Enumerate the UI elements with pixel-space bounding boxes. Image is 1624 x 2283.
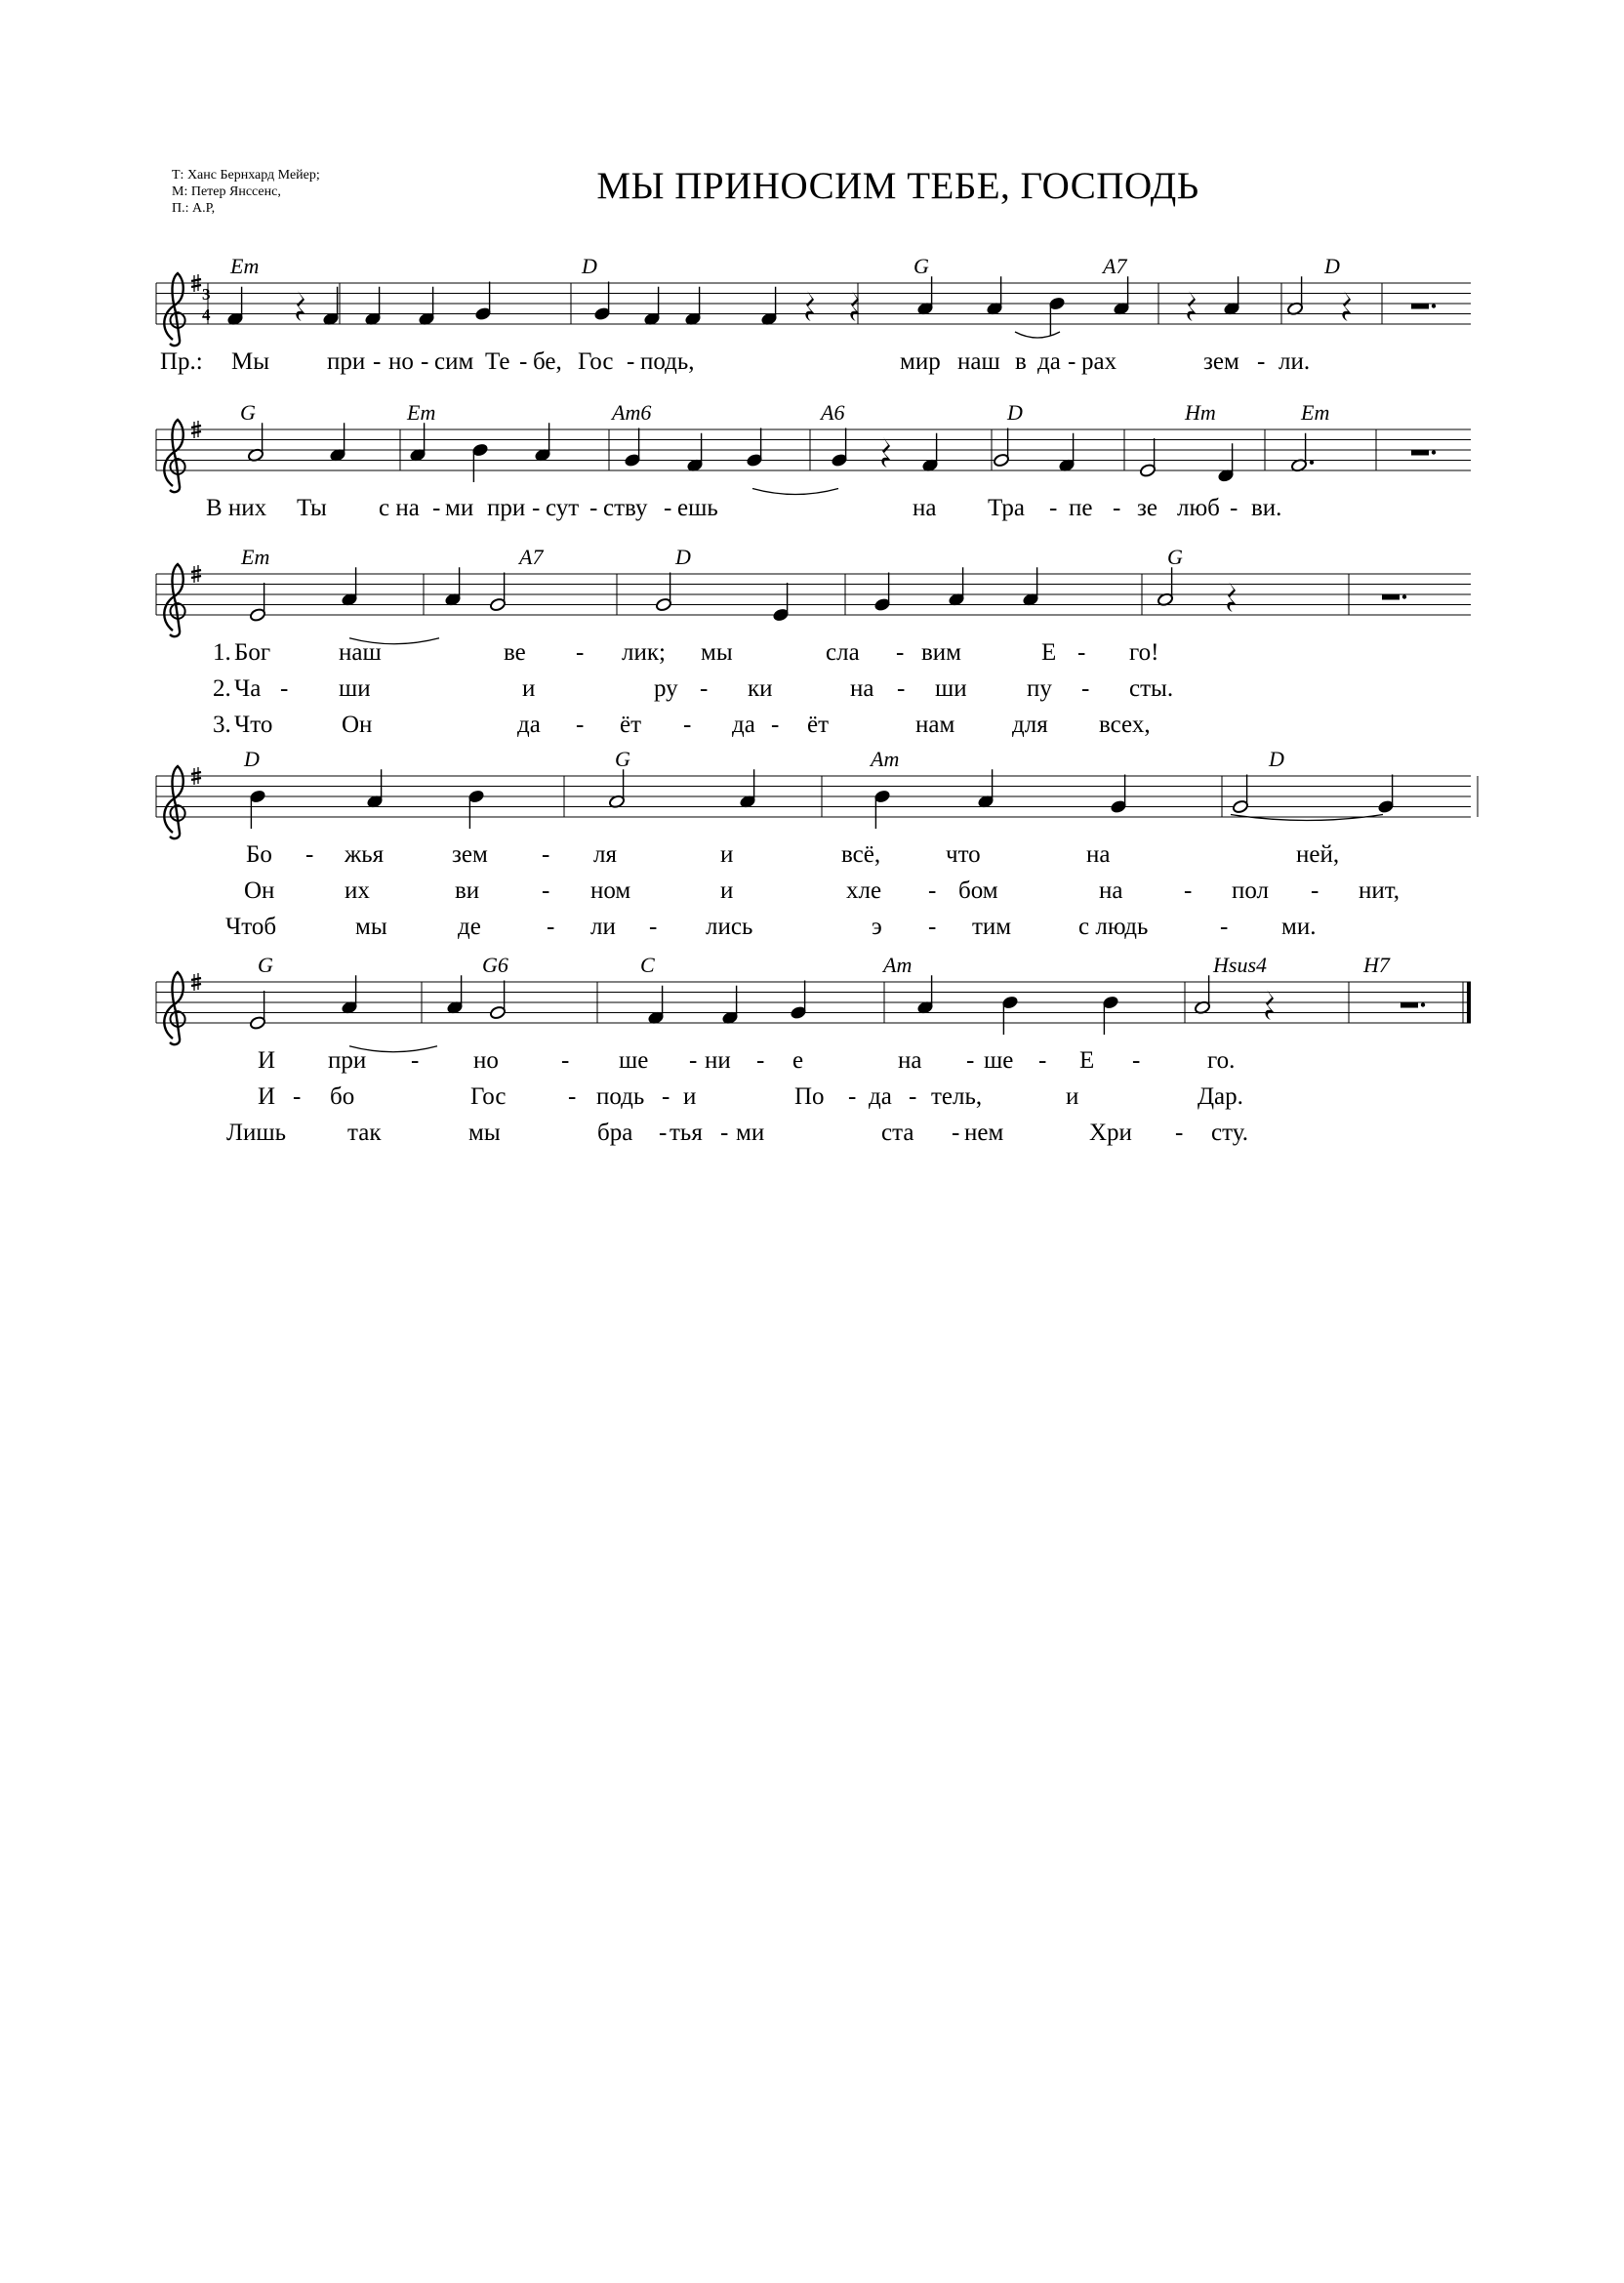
lyric-syllable: - [756,1047,765,1074]
lyric-syllable: ви [455,877,480,904]
lyric-syllable: - [280,675,289,702]
lyric-syllable: ше [984,1047,1014,1074]
lyric-syllable: - [421,348,429,375]
lyric-syllable: ши [339,675,371,702]
lyric-syllable: - [662,1083,670,1110]
note [444,567,461,606]
lyric-syllable: ёт [807,712,830,738]
lyric-syllable: в [1015,348,1027,375]
lyric-syllable: тья [670,1120,703,1146]
lyric-syllable: вим [921,639,962,666]
lyric-syllable: - [576,639,585,666]
note [986,276,1002,315]
lyric-syllable: ми [445,495,474,521]
lyric-syllable: но [473,1047,499,1074]
lyric-syllable: - [700,675,709,702]
chord-symbol: Am [871,747,900,771]
lyric-syllable: - [649,914,658,940]
lyric-syllable: жья [345,841,385,868]
lyric-syllable: хле [846,877,882,904]
lyric-syllable: - [928,877,937,904]
lyric-syllable: рах [1081,348,1117,375]
chord-symbol: Hsus4 [1213,953,1268,977]
lyric-syllable: ству [603,495,648,521]
lyric-syllable: сут [546,495,580,521]
lyric-syllable: Гос [470,1083,507,1110]
note [1232,775,1248,814]
chord-symbol: D [244,747,260,771]
lyric-syllable: - [547,914,555,940]
lyric-syllable: Бог [234,639,271,666]
rest-dot [1432,304,1436,307]
lyric-syllable: Те [485,348,510,375]
note [739,769,755,808]
treble-clef-icon [164,420,184,492]
lyric-syllable: бом [958,877,998,904]
credit-music: М: Петер Янссенс, [172,184,281,199]
lyric-syllable: - [305,841,314,868]
credit-arrangement: П.: А.Р, [172,201,216,216]
lyric-syllable: и [720,841,734,868]
lyric-syllable: на [913,495,937,521]
lyric-syllable: 3. [213,712,231,738]
song-title: МЫ ПРИНОСИМ ТЕБЕ, ГОСПОДЬ [596,165,1199,207]
quarter-rest [805,291,815,321]
lyric-syllable: да [517,712,541,738]
lyric-syllable: - [561,1047,570,1074]
lyric-syllable: Ты [297,495,327,521]
note [686,433,703,472]
lyric-syllable: пе [1069,495,1093,521]
note [721,986,738,1025]
note [608,769,625,808]
note [1217,443,1234,482]
lyric-syllable: да [732,712,755,738]
half-rest [1411,450,1429,456]
lyric-syllable: Бо [246,841,272,868]
note [772,583,789,622]
lyric-syllable: ми [736,1120,765,1146]
lyric-syllable: наш [339,639,382,666]
rest-dot [1421,1002,1425,1006]
note [418,287,434,326]
chord-symbol: G [1167,545,1183,569]
lyric-syllable: при [327,348,366,375]
lyric-syllable: И [258,1047,276,1074]
credit-text: Т: Ханс Бернхард Мейер; [172,168,320,183]
chord-symbol: D [1007,400,1023,425]
lyric-syllable: Ча [234,675,262,702]
lyric-syllable: мы [468,1120,501,1146]
lyric-syllable: ном [590,877,631,904]
lyric-syllable: ста [881,1120,914,1146]
lyric-syllable: - [576,712,585,738]
lyric-syllable: - [1049,495,1058,521]
lyric-syllable: но [388,348,414,375]
chord-symbol: D [675,545,691,569]
lyric-syllable: так [347,1120,382,1146]
lyric-syllable: ли [590,914,616,940]
half-rest [1411,304,1429,309]
lyric-syllable: - [683,712,692,738]
note [1139,438,1156,477]
lyric-syllable: нам [915,712,955,738]
lyric-syllable: и [683,1083,697,1110]
note [471,443,488,482]
staff-system [156,283,1471,324]
lyric-syllable: что [946,841,981,868]
lyric-syllable: наш [957,348,1000,375]
lyric-syllable: на [898,1047,922,1074]
chord-symbol: Am [883,953,913,977]
chord-symbol: D [1269,747,1284,771]
lyric-syllable: - [293,1083,302,1110]
lyric-syllable: Тра [988,495,1025,521]
note [593,282,610,321]
quarter-rest [1265,990,1275,1020]
lyric-syllable: В них [206,495,267,521]
note [489,573,506,612]
lyric-syllable: - [1257,348,1266,375]
lyric-syllable: ве [504,639,526,666]
note [948,567,964,606]
lyric-syllable: Гос [578,348,614,375]
quarter-rest [296,291,305,321]
rest-dot [1402,594,1406,598]
lyric-syllable: ней, [1296,841,1340,868]
lyric-syllable: на [1099,877,1123,904]
lyric-syllable: - [1175,1120,1184,1146]
quarter-rest [1342,291,1352,321]
lyric-syllable: сла [826,639,860,666]
chord-symbol: D [1324,254,1340,278]
tie [752,489,838,495]
note [655,573,671,612]
note [916,975,933,1014]
lyric-syllable: ёт [620,712,642,738]
note [1290,433,1314,472]
note [249,991,265,1030]
lyric-syllable: - [771,712,780,738]
lyric-syllable: нит, [1359,877,1401,904]
lyric-syllable: 1. [213,639,231,666]
lyric-syllable: - [897,675,906,702]
lyric-syllable: Пр.: [160,348,203,375]
note [364,287,381,326]
note [1110,775,1126,814]
lyric-syllable: мы [355,914,387,940]
lyric-syllable: нем [964,1120,1004,1146]
lyric-syllable: бе, [533,348,562,375]
chord-symbol: G [914,254,929,278]
lyric-syllable: пу [1027,675,1052,702]
lyric-syllable: мир [900,348,941,375]
lyric-syllable: де [458,914,481,940]
chord-symbol: G [240,400,256,425]
lyric-syllable: Он [244,877,275,904]
lyric-syllable: люб [1177,495,1220,521]
note [790,981,806,1020]
lyric-syllable: ру [654,675,678,702]
lyric-syllable: - [1311,877,1320,904]
chord-symbol: G6 [482,953,508,977]
lyric-syllable: - [1230,495,1238,521]
lyric-syllable: на [1086,841,1111,868]
lyric-syllable: да [869,1083,892,1110]
lyric-syllable: при [328,1047,367,1074]
lyric-syllable: ли. [1279,348,1311,375]
lyric-syllable: ми. [1281,914,1317,940]
note [1058,433,1075,472]
note [831,428,847,468]
lyric-syllable: их [345,877,370,904]
lyric-syllable: Е [1041,639,1057,666]
chord-symbol: G [258,953,273,977]
lyric-syllable: И [258,1083,276,1110]
note [247,423,264,462]
lyric-syllable: зем [452,841,488,868]
lyric-syllable: э [872,914,882,940]
note [624,428,640,468]
time-signature-bottom: 4 [202,306,211,324]
note [1286,276,1303,315]
lyric-syllable: при [487,495,526,521]
lyric-syllable: сим [434,348,474,375]
lyric-syllable: ля [593,841,617,868]
lyric-syllable: - [909,1083,917,1110]
lyric-syllable: - [411,1047,420,1074]
staff-system [156,776,1478,817]
lyric-syllable: для [1012,712,1048,738]
lyric-syllable: ешь [677,495,718,521]
lyric-syllable: сту. [1211,1120,1248,1146]
note [746,428,762,468]
note [993,428,1009,468]
quarter-rest [850,291,860,321]
rest-dot [1432,450,1436,454]
lyric-syllable: пол [1232,877,1270,904]
lyric-syllable: - [542,877,550,904]
note [684,287,701,326]
lyric-syllable: всех, [1099,712,1151,738]
note [1223,276,1239,315]
note [1377,775,1394,814]
lyric-syllable: на [850,675,874,702]
lyric-syllable: и [1066,1083,1079,1110]
note [322,287,339,326]
chord-symbol: A7 [1103,254,1127,278]
lyric-syllable: ши [935,675,967,702]
chord-symbol: Hm [1185,400,1216,425]
note [446,975,463,1014]
chord-symbol: H7 [1363,953,1390,977]
lyric-syllable: - [373,348,382,375]
lyric-syllable: лик; [622,639,666,666]
lyric-syllable: - [659,1120,668,1146]
lyric-syllable: Что [234,712,273,738]
chord-symbol: C [640,953,655,977]
note [249,790,265,829]
lyric-syllable: - [928,914,937,940]
note [647,986,664,1025]
chord-symbol: Em [1301,400,1330,425]
lyric-syllable: всё, [841,841,881,868]
note [1113,276,1129,315]
note [977,769,994,808]
note [1157,567,1173,606]
lyric-syllable: с на [379,495,420,521]
note [1102,996,1118,1035]
tie [1015,332,1060,338]
note [366,769,383,808]
lyric-syllable: - [952,1120,960,1146]
note [474,282,491,321]
lyric-syllable: да [1037,348,1061,375]
quarter-rest [881,437,891,468]
lyric-syllable: подь [596,1083,645,1110]
lyric-syllable: подь, [640,348,695,375]
chord-symbol: Am6 [612,400,652,425]
note [489,981,506,1020]
lyric-syllable: тель, [931,1083,983,1110]
note [873,790,890,829]
lyric-syllable: ки [748,675,773,702]
lyric-syllable: Чтоб [225,914,277,940]
lyric-syllable: По [794,1083,825,1110]
note [873,573,890,612]
quarter-rest [1227,582,1237,612]
note [760,287,777,326]
lyric-syllable: Он [342,712,373,738]
lyric-syllable: Лишь [226,1120,286,1146]
note [534,423,550,462]
lyric-syllable: - [896,639,905,666]
note [921,433,938,472]
chord-symbol: Em [241,545,270,569]
lyric-syllable: - [1038,1047,1047,1074]
note [329,423,345,462]
lyric-syllable: Е [1079,1047,1095,1074]
lyric-syllable: - [627,348,635,375]
lyric-syllable: Дар. [1198,1083,1243,1110]
chord-symbol: D [582,254,597,278]
note [467,790,484,829]
treble-clef-icon [164,564,184,636]
lyric-syllable: ви. [1251,495,1282,521]
lyric-syllable: с людь [1078,914,1149,940]
lyric-syllable: Хри [1089,1120,1132,1146]
lyric-syllable: - [664,495,672,521]
lyric-syllable: зе [1137,495,1157,521]
treble-clef-icon [164,766,184,838]
half-rest [1401,1002,1418,1008]
lyric-syllable: - [689,1047,698,1074]
note [1048,297,1065,336]
lyric-syllable: - [542,841,550,868]
lyric-syllable: тим [972,914,1012,940]
chord-symbol: A7 [519,545,544,569]
lyric-syllable: - [589,495,598,521]
lyric-syllable: 2. [213,675,231,702]
lyric-syllable: ше [619,1047,649,1074]
lyric-syllable: го! [1129,639,1159,666]
treble-clef-icon [164,273,184,346]
lyric-syllable: - [1081,675,1090,702]
time-signature-top: 3 [202,285,211,304]
note [249,583,265,622]
lyric-syllable: - [1132,1047,1141,1074]
note [1194,975,1210,1014]
quarter-rest [1187,291,1197,321]
lyric-syllable: - [519,348,528,375]
lyric-syllable: - [568,1083,577,1110]
chord-symbol: A6 [821,400,845,425]
lyric-syllable: и [720,877,734,904]
half-rest [1382,594,1400,600]
staff-system [156,429,1471,470]
chord-symbol: G [615,747,630,771]
note [1001,996,1018,1035]
chord-symbol: Em [407,400,436,425]
lyric-syllable: - [1220,914,1229,940]
lyric-syllable: - [1184,877,1193,904]
lyric-syllable: го. [1207,1047,1236,1074]
lyric-syllable: - [1068,348,1076,375]
lyric-syllable: мы [701,639,733,666]
lyric-syllable: сты. [1129,675,1174,702]
lyric-syllable: зем [1203,348,1239,375]
lyric-syllable: е [792,1047,804,1074]
lyric-syllable: - [848,1083,857,1110]
lyric-syllable: - [532,495,541,521]
lyric-syllable: - [1113,495,1121,521]
chord-symbol: Em [230,254,260,278]
lyric-syllable: - [432,495,441,521]
treble-clef-icon [164,972,184,1044]
lyric-syllable: - [720,1120,729,1146]
lyric-syllable: - [1077,639,1086,666]
note [1022,567,1038,606]
lyric-syllable: бо [330,1083,355,1110]
note [341,567,357,606]
lyric-syllable: и [522,675,536,702]
lyric-syllable: Мы [231,348,270,375]
note [643,287,660,326]
lyric-syllable: бра [597,1120,633,1146]
lyric-syllable: ни [705,1047,731,1074]
note [409,423,426,462]
note [226,287,243,326]
lyric-syllable: - [966,1047,975,1074]
note [341,975,357,1014]
note [916,276,933,315]
lyric-syllable: лись [706,914,753,940]
